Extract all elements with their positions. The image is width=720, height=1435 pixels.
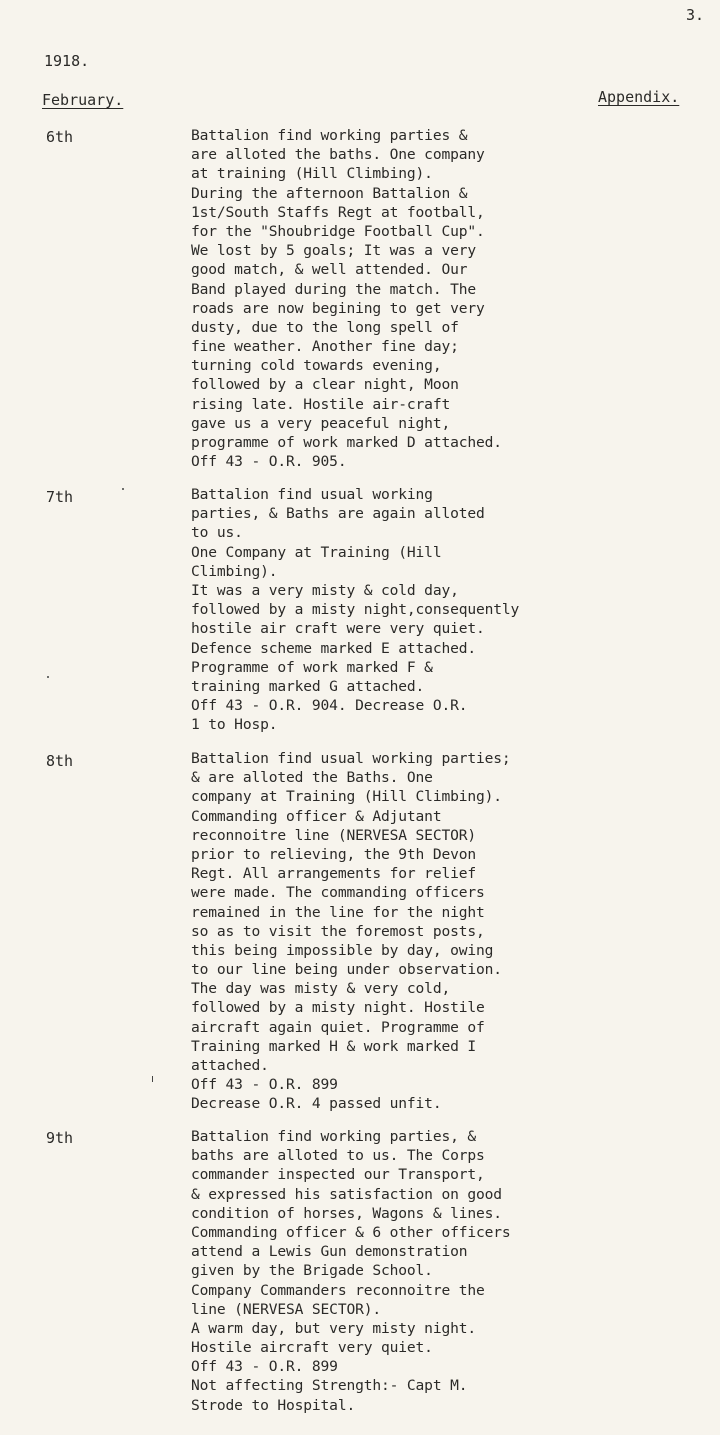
entry-line: We lost by 5 goals; It was a very <box>191 242 476 260</box>
entry-line: attend a Lewis Gun demonstration <box>191 1243 468 1261</box>
entry-line: Band played during the match. The <box>191 280 476 298</box>
entry-line: Not affecting Strength:- Capt M. <box>191 1377 468 1395</box>
entry-line: commander inspected our Transport, <box>191 1166 485 1184</box>
entry-line: condition of horses, Wagons & lines. <box>191 1204 502 1222</box>
entry-line: were made. The commanding officers <box>191 884 485 902</box>
entry-day-6th: 6th <box>46 128 74 146</box>
entry-line: followed by a misty night. Hostile <box>191 999 485 1017</box>
entry-line: Commanding officer & 6 other officers <box>191 1223 511 1241</box>
entry-line: gave us a very peaceful night, <box>191 414 451 432</box>
entry-line: baths are alloted to us. The Corps <box>191 1147 485 1165</box>
entry-line: Company Commanders reconnoitre the <box>191 1281 485 1299</box>
entry-line: fine weather. Another fine day; <box>191 338 459 356</box>
page-number: 3. <box>686 6 705 24</box>
entry-line: given by the Brigade School. <box>191 1262 433 1280</box>
entry-line: Off 43 - O.R. 904. Decrease O.R. <box>191 697 468 715</box>
paper-mark <box>152 1076 153 1082</box>
appendix-heading: Appendix. <box>598 88 680 106</box>
entry-line: & expressed his satisfaction on good <box>191 1185 502 1203</box>
entry-line: remained in the line for the night <box>191 903 485 921</box>
entry-line: followed by a clear night, Moon <box>191 376 459 394</box>
entry-line: training marked G attached. <box>191 677 425 695</box>
entry-line: parties, & Baths are again alloted <box>191 505 485 523</box>
entry-line: A warm day, but very misty night. <box>191 1319 476 1337</box>
entry-line: turning cold towards evening, <box>191 357 442 375</box>
entry-line: line (NERVESA SECTOR). <box>191 1300 381 1318</box>
entry-line: Climbing). <box>191 562 278 580</box>
entry-line: 1 to Hosp. <box>191 716 278 734</box>
entry-text-8th <box>191 749 711 1114</box>
entry-line: prior to relieving, the 9th Devon <box>191 845 476 863</box>
entry-line: One Company at Training (Hill <box>191 543 442 561</box>
entry-line: Battalion find working parties & <box>191 127 468 144</box>
entry-line: Commanding officer & Adjutant <box>191 807 442 825</box>
entry-line: Off 43 - O.R. 899 <box>191 1358 338 1376</box>
entry-day-7th: 7th <box>46 488 74 506</box>
entry-line: Regt. All arrangements for relief <box>191 865 476 883</box>
entry-line: followed by a misty night,consequently <box>191 601 520 619</box>
month-heading: February. <box>42 91 124 109</box>
entry-line: Battalion find usual working <box>191 486 433 503</box>
entry-line: Off 43 - O.R. 899 <box>191 1076 338 1094</box>
entry-line: 1st/South Staffs Regt at football, <box>191 203 485 221</box>
entry-line: Training marked H & work marked I <box>191 1037 476 1055</box>
entry-text-7th <box>191 485 711 734</box>
entry-line: good match, & well attended. Our <box>191 261 468 279</box>
entry-line: attached. <box>191 1057 269 1074</box>
entry-line: to us. <box>191 524 243 542</box>
entry-line: for the "Shoubridge Football Cup". <box>191 222 485 240</box>
entry-text-9th <box>191 1127 711 1415</box>
entry-line: It was a very misty & cold day, <box>191 581 459 599</box>
entry-line: are alloted the baths. One company <box>191 146 485 164</box>
entry-line: so as to visit the foremost posts, <box>191 922 485 940</box>
entry-line: hostile air craft were very quiet. <box>191 620 485 638</box>
entry-line: The day was misty & very cold, <box>191 980 451 998</box>
paper-mark <box>47 676 49 678</box>
entry-line: Hostile aircraft very quiet. <box>191 1339 433 1357</box>
entry-line: Decrease O.R. 4 passed unfit. <box>191 1095 442 1113</box>
entry-line: aircraft again quiet. Programme of <box>191 1018 485 1036</box>
entry-day-9th: 9th <box>46 1129 74 1147</box>
entry-line: Programme of work marked F & <box>191 658 433 676</box>
entry-line: Battalion find working parties, & <box>191 1128 476 1145</box>
entry-line: During the afternoon Battalion & <box>191 184 468 202</box>
paper-mark <box>122 488 124 490</box>
entry-line: Off 43 - O.R. 905. <box>191 453 347 471</box>
entry-line: roads are now begining to get very <box>191 299 485 317</box>
entry-line: dusty, due to the long spell of <box>191 318 459 336</box>
entry-line: at training (Hill Climbing). <box>191 165 433 183</box>
entry-line: Battalion find usual working parties; <box>191 750 511 767</box>
entry-line: company at Training (Hill Climbing). <box>191 788 502 806</box>
entry-text-6th <box>191 126 711 471</box>
entry-line: rising late. Hostile air-craft <box>191 395 451 413</box>
entry-line: programme of work marked D attached. <box>191 434 502 451</box>
entry-line: to our line being under observation. <box>191 961 502 979</box>
entry-line: reconnoitre line (NERVESA SECTOR) <box>191 826 476 844</box>
year-heading: 1918. <box>44 52 90 70</box>
entry-line: Defence scheme marked E attached. <box>191 639 476 657</box>
entry-line: & are alloted the Baths. One <box>191 769 433 787</box>
entry-line: Strode to Hospital. <box>191 1396 356 1414</box>
entry-day-8th: 8th <box>46 752 74 770</box>
entry-line: this being impossible by day, owing <box>191 941 494 959</box>
